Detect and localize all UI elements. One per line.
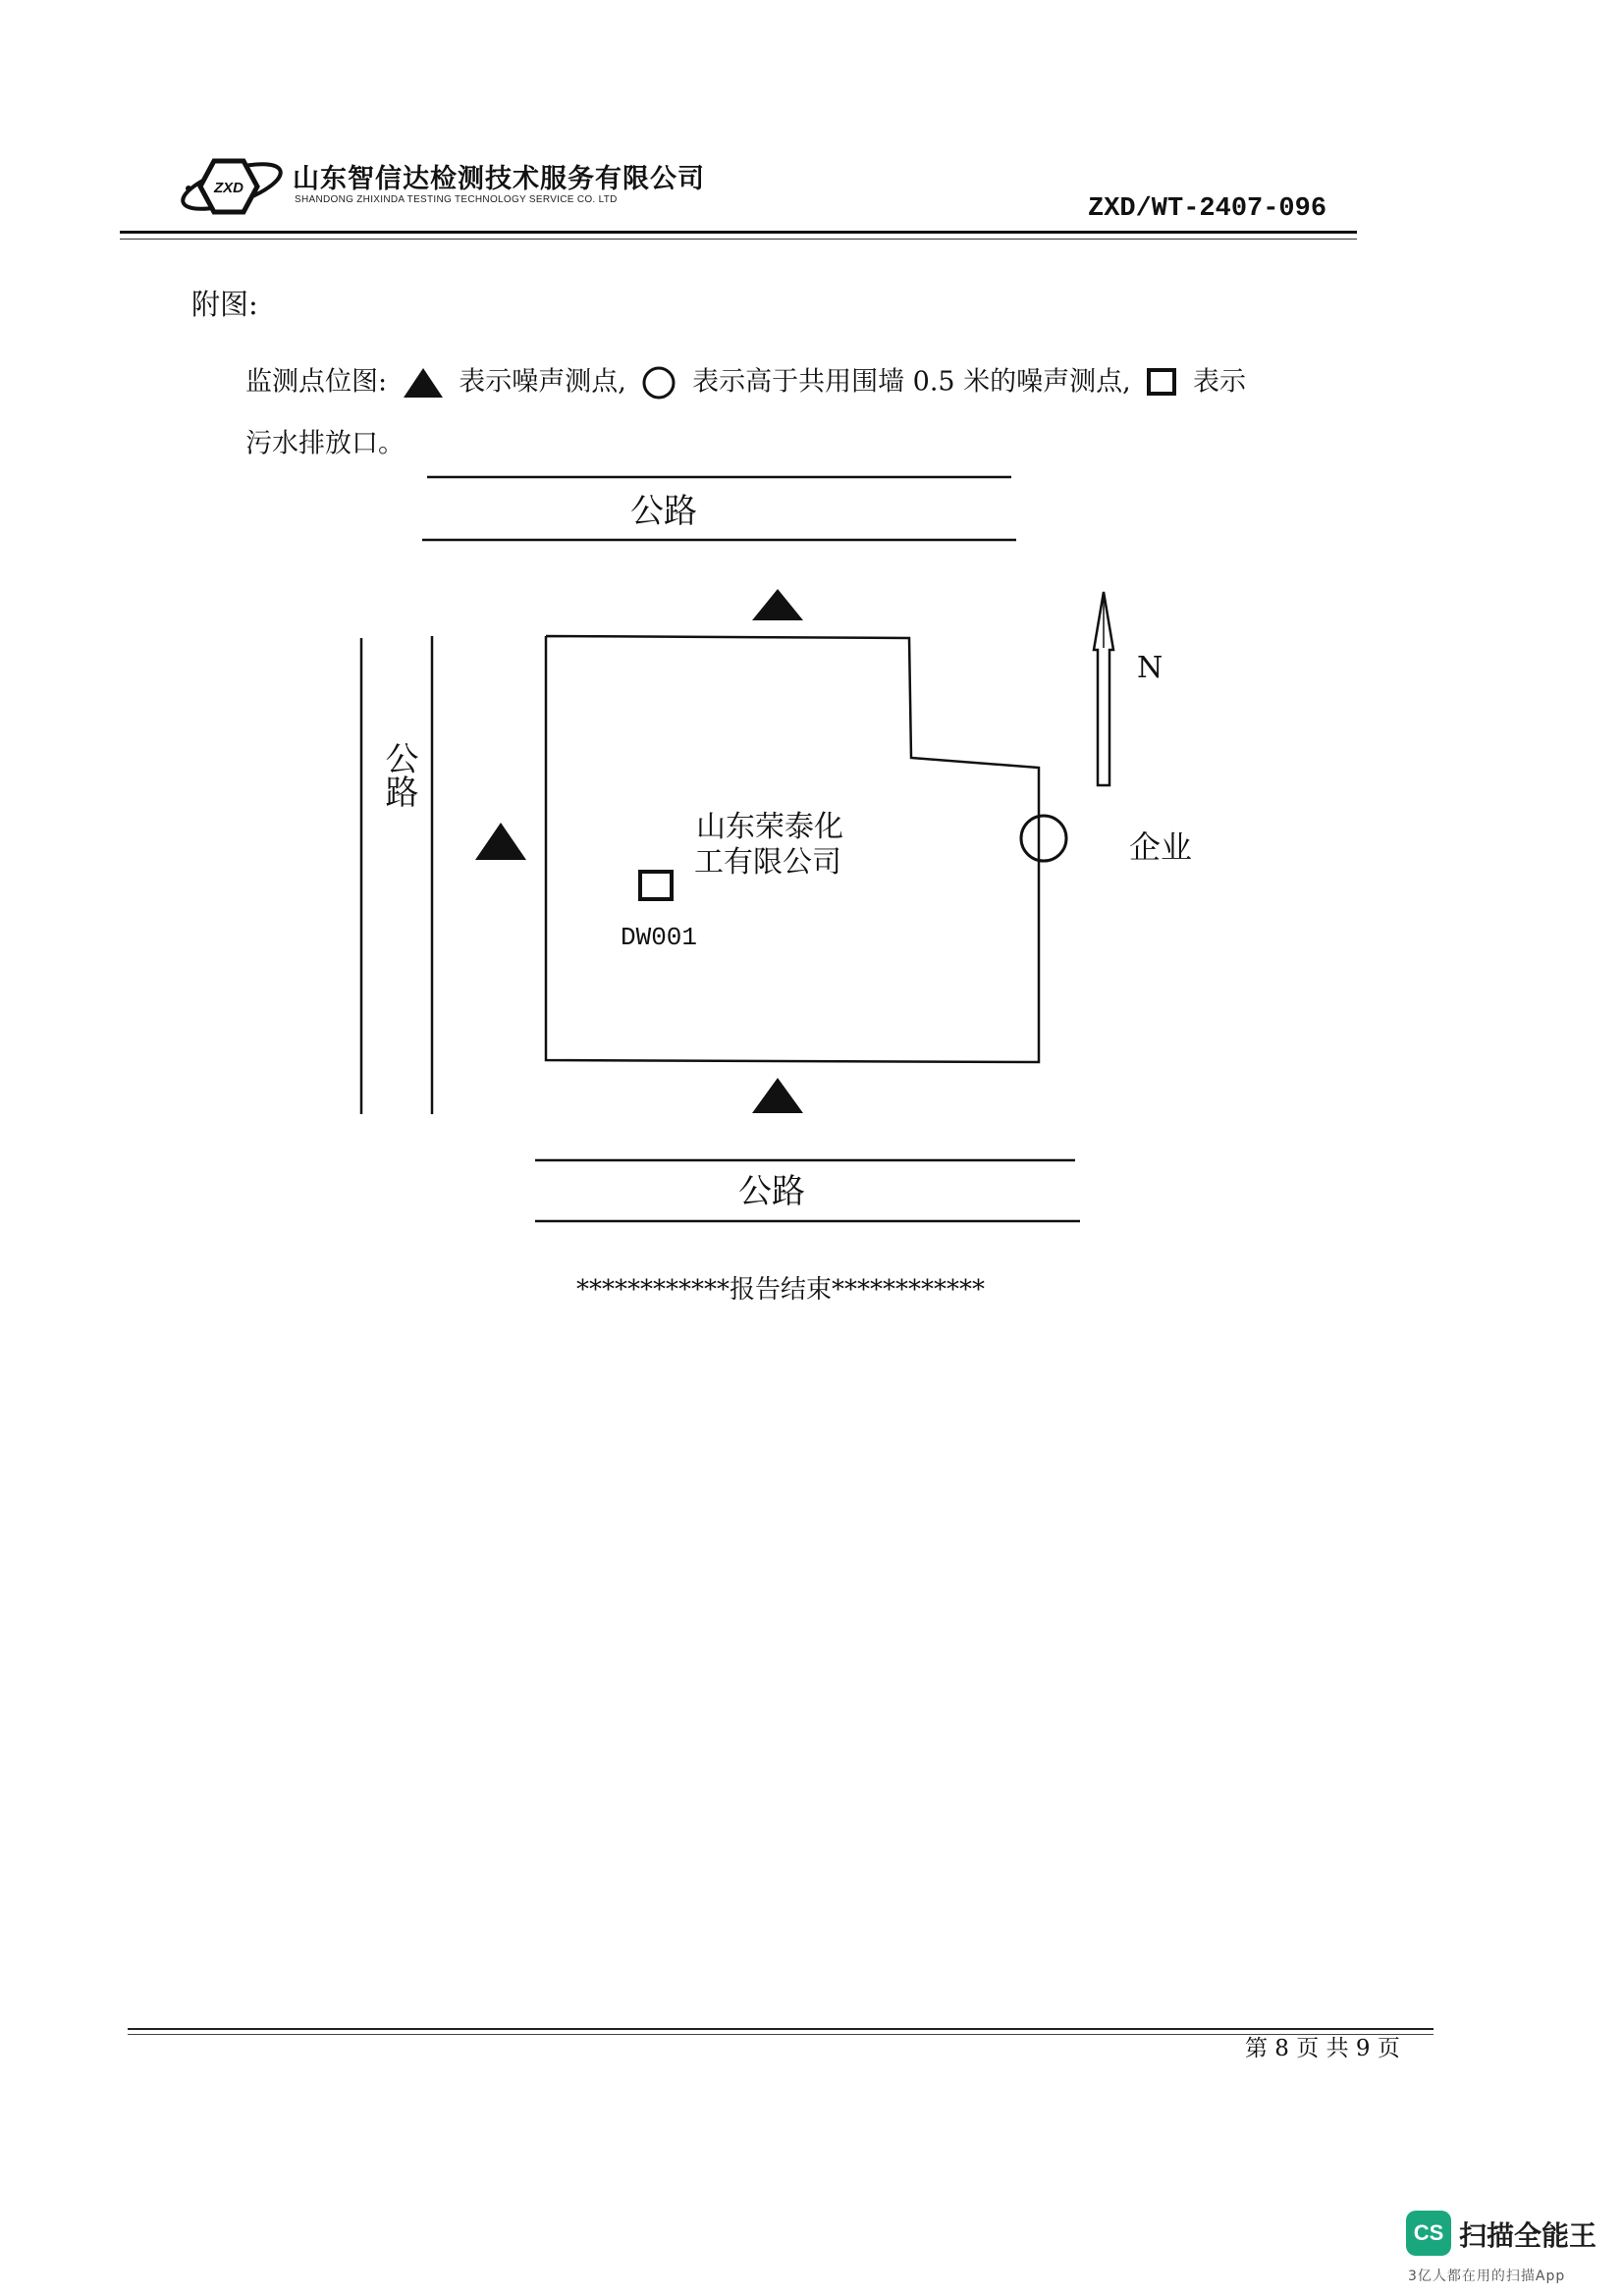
report-number: ZXD/WT-2407-096 <box>1088 194 1327 224</box>
outlet-square-marker <box>640 872 672 899</box>
legend-circle-desc: 表示高于共用围墙 0.5 米的噪声测点, <box>692 366 1131 398</box>
logo-text: ZXD <box>214 180 243 196</box>
legend-prefix: 监测点位图: <box>245 366 388 398</box>
north-label: N <box>1137 651 1163 685</box>
footer-rule-thin <box>128 2034 1434 2035</box>
end-of-report-note: ************报告结束************ <box>575 1275 985 1305</box>
company-name-en: SHANDONG ZHIXINDA TESTING TECHNOLOGY SERVICE CO. LTD <box>295 194 618 205</box>
scanner-badge-icon: CS <box>1406 2211 1451 2256</box>
company-name-cn: 山东智信达检测技术服务有限公司 <box>293 164 705 194</box>
company-label-line1: 山东荣泰化 <box>696 810 843 844</box>
road-bottom-label: 公路 <box>738 1172 805 1211</box>
neighbor-label: 企业 <box>1129 828 1193 866</box>
page-number: 第 8 页 共 9 页 <box>1245 2036 1400 2061</box>
noise-point-south-marker <box>752 1078 803 1113</box>
scanner-app-tagline: 3亿人都在用的扫描App <box>1408 2269 1566 2284</box>
footer-rule <box>128 2028 1434 2030</box>
figure-title: 附图: <box>191 288 258 321</box>
legend-square-desc-cont: 污水排放口。 <box>245 428 405 458</box>
company-label-line2: 工有限公司 <box>694 845 841 880</box>
road-left-label: 公路 <box>379 741 418 808</box>
noise-point-west-marker <box>475 823 526 860</box>
noise-point-north-marker <box>752 589 803 620</box>
legend-square-desc: 表示 <box>1192 366 1246 398</box>
noise-point-east-circle-marker <box>1021 816 1066 861</box>
north-arrow-icon <box>1094 592 1113 785</box>
scanner-app-name: 扫描全能王 <box>1459 2219 1597 2252</box>
scanner-watermark <box>1406 2211 1602 2289</box>
legend-triangle-desc: 表示噪声测点, <box>459 366 626 398</box>
road-top-label: 公路 <box>630 492 697 531</box>
outlet-label: DW001 <box>621 923 698 952</box>
